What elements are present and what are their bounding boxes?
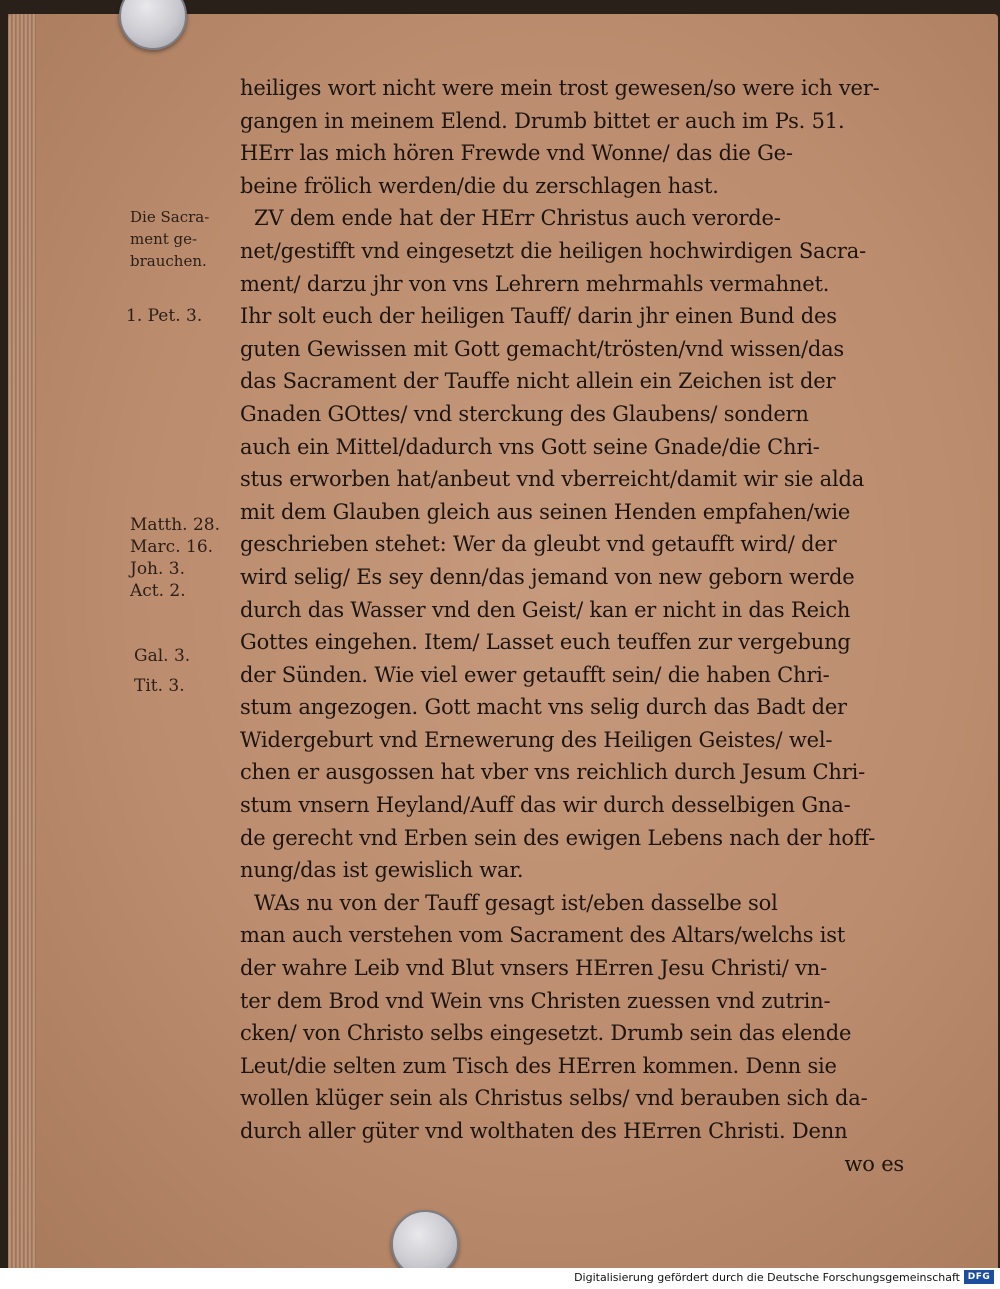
- text-line: durch das Wasser vnd den Geist/ kan er nicht in das Reich: [240, 597, 851, 622]
- text-line: wird selig/ Es sey denn/das jemand von new geborn werde: [240, 564, 855, 589]
- text-line: der Sünden. Wie viel ewer getaufft sein/ die haben Chri-: [240, 662, 830, 687]
- text-line: ter dem Brod vnd Wein vns Christen zuessen vnd zutrin-: [240, 988, 831, 1013]
- margin-note-gal: Gal. 3.: [134, 646, 191, 666]
- catchword: wo es: [844, 1151, 904, 1176]
- margin-note-line: Act. 2.: [130, 581, 186, 601]
- text-line: wollen klüger sein als Christus selbs/ vnd berauben sich da-: [240, 1086, 868, 1111]
- text-line: chen er ausgossen hat vber vns reichlich durch Jesum Chri-: [240, 760, 866, 785]
- text-line: mit dem Glauben gleich aus seinen Henden empfahen/wie: [240, 499, 851, 524]
- text-line: net/gestifft vnd eingesetzt die heiligen hochwirdigen Sacra-: [240, 238, 866, 263]
- margin-note-line: Matth. 28.: [130, 515, 220, 535]
- text-line: de gerecht vnd Erben sein des ewigen Lebens nach der hoff-: [240, 825, 876, 850]
- margin-note-line: brauchen.: [130, 252, 207, 270]
- text-line: ZV dem ende hat der HErr Christus auch verorde-: [254, 206, 781, 231]
- text-line: WAs nu von der Tauff gesagt ist/eben dasselbe sol: [254, 890, 778, 915]
- margin-note-line: Marc. 16.: [130, 537, 214, 557]
- text-line: stum angezogen. Gott macht vns selig durch das Badt der: [240, 695, 847, 720]
- margin-note-refs: [130, 514, 220, 602]
- text-line: cken/ von Christo selbs eingesetzt. Drumb sein das elende: [240, 1021, 852, 1046]
- text-line: guten Gewissen mit Gott gemacht/trösten/vnd wissen/das: [240, 336, 845, 361]
- margin-note-pet: 1. Pet. 3.: [126, 306, 203, 326]
- text-line: Gnaden GOttes/ vnd sterckung des Glaubens/ sondern: [240, 401, 809, 426]
- text-line: auch ein Mittel/dadurch vns Gott seine Gnade/die Chri-: [240, 434, 820, 459]
- text-line: nung/das ist gewislich war.: [240, 858, 524, 883]
- footer-credit: Digitalisierung gefördert durch die Deutsche Forschungsgemeinschaft: [574, 1271, 960, 1284]
- dfg-logo: DFG: [964, 1270, 994, 1284]
- text-line: Ihr solt euch der heiligen Tauff/ darin jhr einen Bund des: [240, 304, 837, 329]
- text-line: geschrieben stehet: Wer da gleubt vnd getaufft wird/ der: [240, 532, 837, 557]
- page-edge-stack: [8, 14, 36, 1268]
- text-line: man auch verstehen vom Sacrament des Altars/welchs ist: [240, 923, 846, 948]
- text-line: stum vnsern Heyland/Auff das wir durch desselbigen Gna-: [240, 793, 851, 818]
- text-line: Gottes eingehen. Item/ Lasset euch teuffen zur vergebung: [240, 630, 851, 655]
- text-line: heiliges wort nicht were mein trost gewesen/so were ich ver-: [240, 76, 880, 100]
- margin-note-line: Die Sacra-: [130, 208, 210, 226]
- margin-note-sacrament: [130, 206, 209, 272]
- margin-note-tit: Tit. 3.: [134, 676, 185, 696]
- margin-note-line: Joh. 3.: [130, 559, 186, 579]
- margin-note-line: ment ge-: [130, 230, 198, 248]
- text-line: HErr las mich hören Frewde vnd Wonne/ das die Ge-: [240, 141, 793, 166]
- text-line: stus erworben hat/anbeut vnd vberreicht/damit wir sie alda: [240, 467, 865, 492]
- text-line: beine frölich werden/die du zerschlagen hast.: [240, 173, 719, 198]
- text-line: gangen in meinem Elend. Drumb bittet er auch im Ps. 51.: [240, 108, 845, 133]
- main-text-block: [240, 72, 910, 1180]
- text-line: durch aller güter vnd wolthaten des HErren Christi. Denn: [240, 1119, 848, 1143]
- text-line: Widergeburt vnd Ernewerung des Heiligen Geistes/ wel-: [240, 727, 833, 752]
- text-line: das Sacrament der Tauffe nicht allein ein Zeichen ist der: [240, 369, 836, 394]
- text-line: ment/ darzu jhr von vns Lehrern mehrmahls vermahnet.: [240, 271, 830, 296]
- text-line: Leut/die selten zum Tisch des HErren kommen. Denn sie: [240, 1053, 837, 1078]
- text-line: der wahre Leib vnd Blut vnsers HErren Jesu Christi/ vn-: [240, 956, 828, 981]
